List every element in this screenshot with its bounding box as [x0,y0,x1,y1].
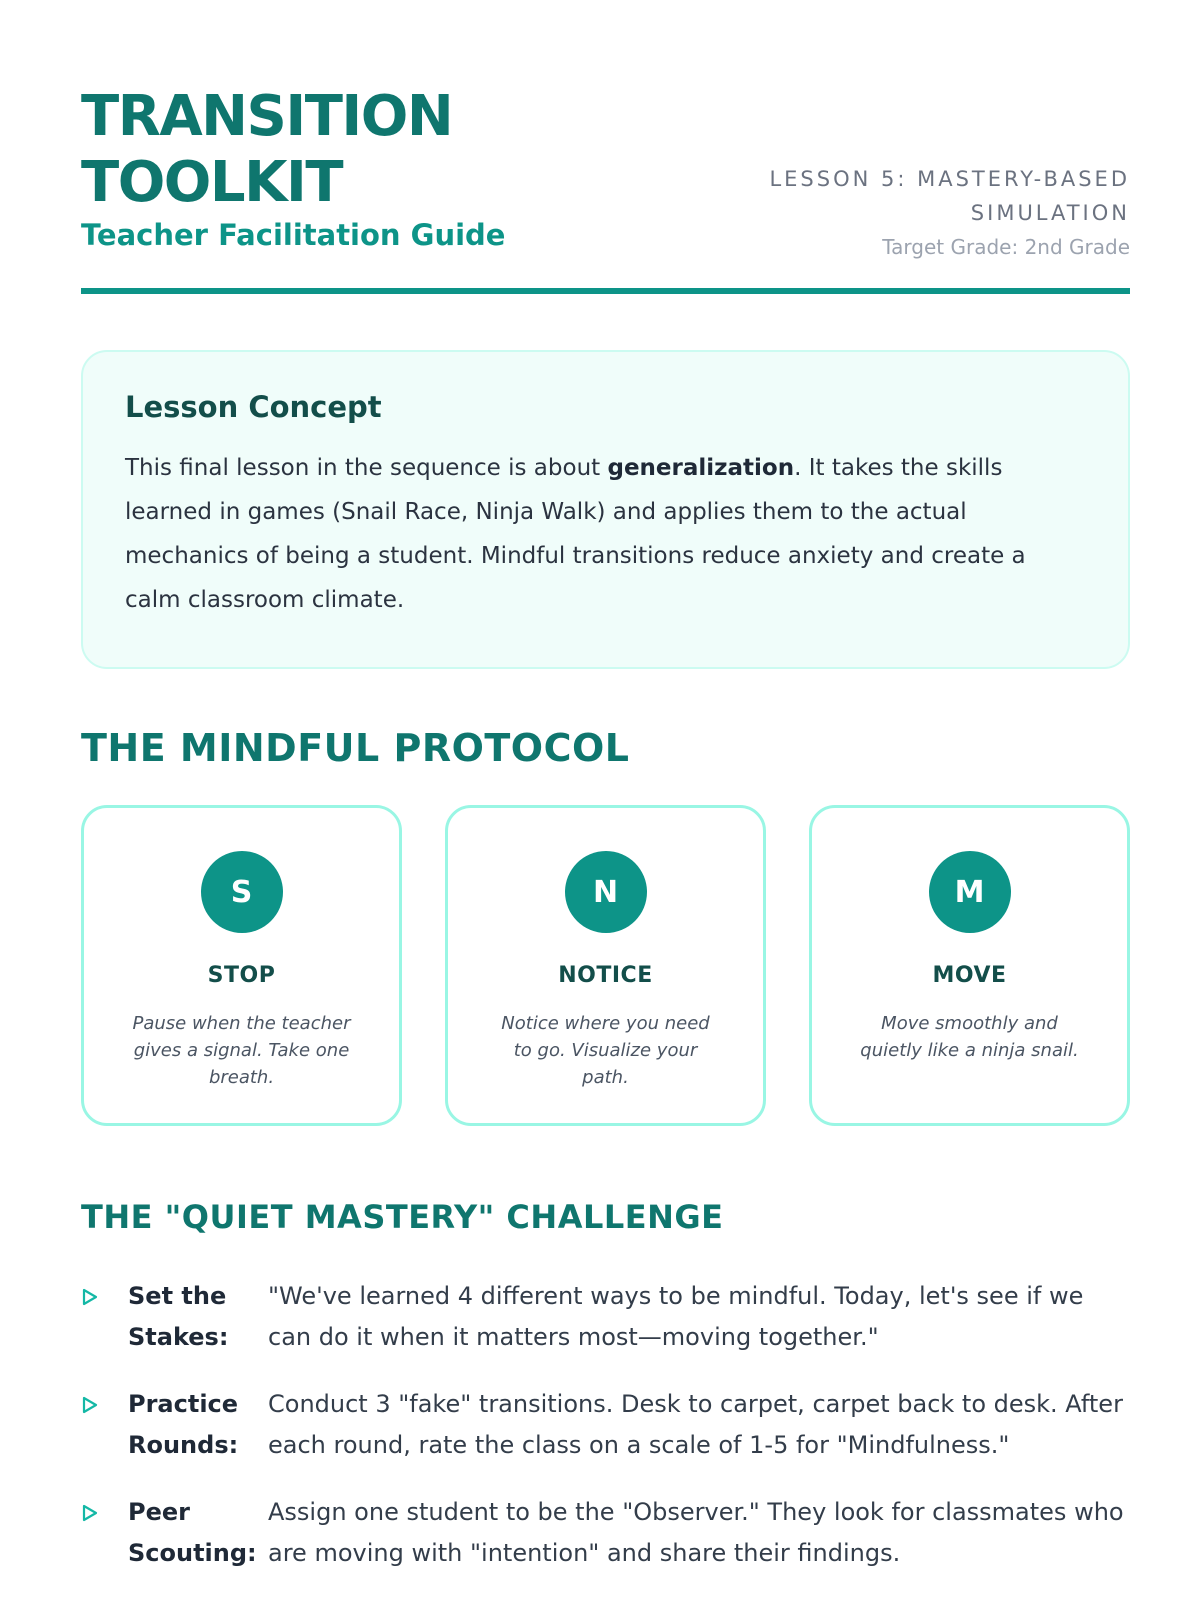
list-item [81,1492,1130,1574]
header-divider [81,288,1130,294]
card-description-stop: Pause when the teacher gives a signal. Take one breath. [132,1013,351,1088]
target-grade: Target Grade: 2nd Grade [882,235,1130,259]
list-item [81,1276,1130,1358]
step-label: Peer Scouting: [128,1498,257,1567]
page-subtitle: Teacher Facilitation Guide [81,218,506,252]
letter-badge-m: M [929,851,1011,933]
concept-text-start: This final lesson in the sequence is about [125,455,608,481]
step-text: "We've learned 4 different ways to be mindful. Today, let's see if we can do it when it matters most—moving together." [268,1282,1084,1351]
step-label: Set the Stakes: [128,1282,229,1351]
lesson-meta [730,162,1130,264]
protocol-title: THE MINDFUL PROTOCOL [81,726,630,770]
lesson-concept-panel [81,350,1130,669]
card-title-stop: STOP [207,963,276,988]
protocol-card-move [809,805,1130,1126]
step-label: Practice Rounds: [128,1390,239,1459]
challenge-steps [81,1276,1130,1600]
card-description-move: Move smoothly and quietly like a ninja snail. [860,1013,1079,1061]
protocol-card-stop [81,805,402,1126]
card-title-move: MOVE [932,963,1007,988]
letter-badge-n: N [565,851,647,933]
card-title-notice: NOTICE [558,963,653,988]
protocol-cards [81,805,1130,1126]
lesson-concept-heading: Lesson Concept [125,390,382,424]
step-text: Assign one student to be the "Observer." They look for classmates who are moving with "intention" and share their findings. [268,1498,1124,1567]
play-arrow-icon [81,1384,128,1414]
title-line-2: TOOLKIT [81,150,343,215]
challenge-title: THE "QUIET MASTERY" CHALLENGE [81,1198,724,1236]
letter-badge-s: S [201,851,283,933]
concept-keyword: generalization [607,455,795,481]
lesson-concept-text [125,446,1086,622]
lesson-label-line-2: SIMULATION [970,201,1130,225]
lesson-label-line-1: LESSON 5: MASTERY-BASED [769,167,1130,191]
step-text: Conduct 3 "fake" transitions. Desk to carpet, carpet back to desk. After each round, rate the class on a scale of 1-5 for "Mindfulness." [268,1390,1123,1459]
list-item [81,1384,1130,1466]
play-arrow-icon [81,1276,128,1306]
title-line-1: TRANSITION [81,84,453,149]
page-header [81,84,1130,294]
play-arrow-icon [81,1492,128,1522]
card-description-notice: Notice where you need to go. Visualize your path. [501,1013,710,1088]
concept-text-end: . It takes the skills learned in games (Snail Race, Ninja Walk) and applies them to the actual mechanics of being a student. Mindful transitions reduce anxiety and create a calm classroom climate. [125,455,1026,613]
protocol-card-notice [445,805,766,1126]
